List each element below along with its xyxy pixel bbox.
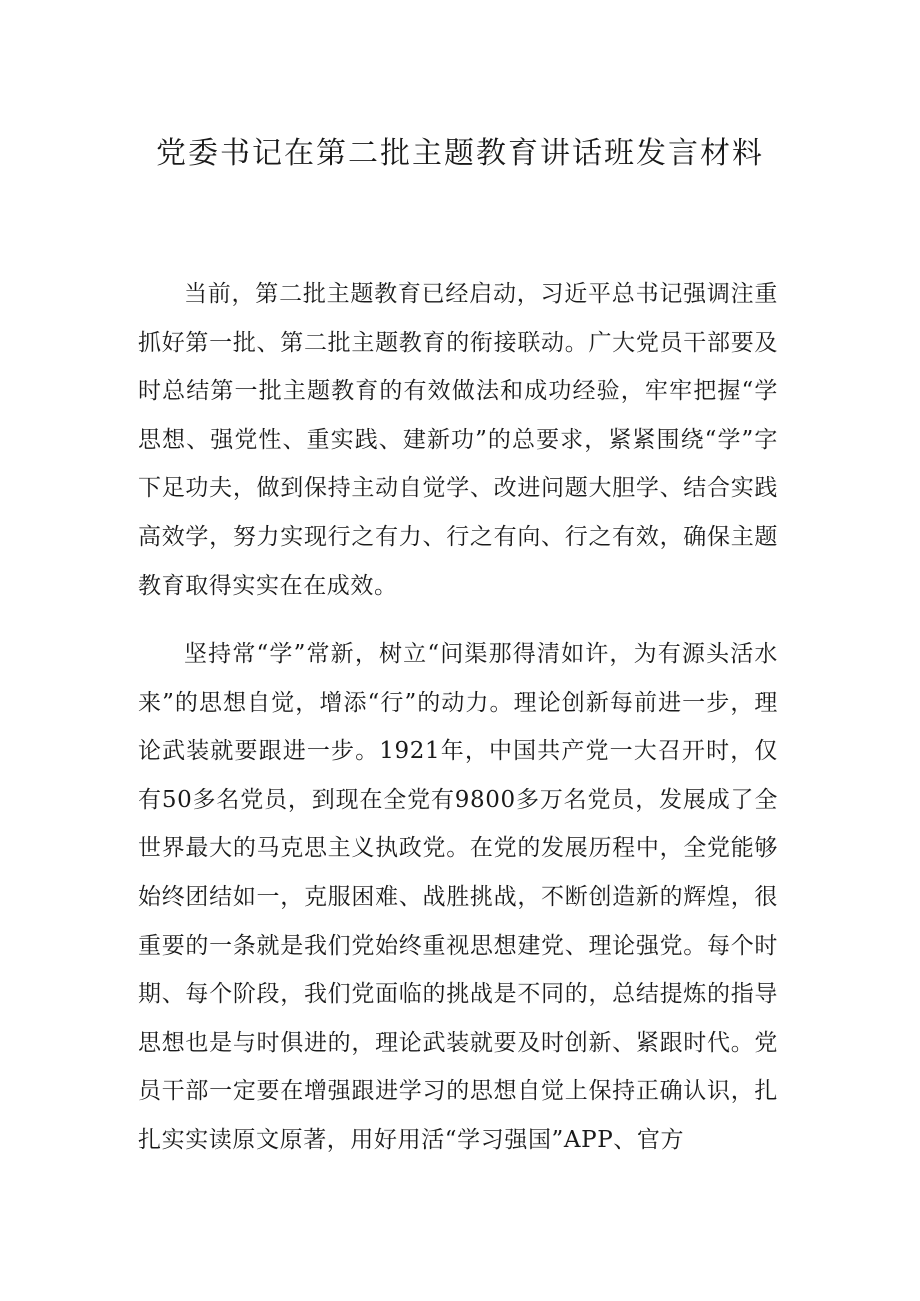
paragraph-1: 当前，第二批主题教育已经启动，习近平总书记强调注重抓好第一批、第二批主题教育的衔接联动。广大党员干部要及时总结第一批主题教育的有效做法和成功经验，牢牢把握“学思想、强党性、重实践、建新功”的总要求，紧紧围绕“学”字下足功夫，做到保持主动自觉学、改进问题大胆学、结合实践高效学，努力实现行之有力、行之有向、行之有效，确保主题教育取得实实在在成效。 xyxy=(138,281,778,599)
document-title: 党委书记在第二批主题教育讲话班发言材料 xyxy=(156,136,764,171)
paragraph-2: 坚持常“学”常新，树立“问渠那得清如许，为有源头活水来”的思想自觉，增添“行”的动力。理论创新每前进一步，理论武装就要跟进一步。1921年，中国共产党一大召开时，仅有50多名党员，到现在全党有9800多万名党员，发展成了全世界最大的马克思主义执政党。在党的发展历程中，全党能够始终团结如一，克服困难、战胜挑战，不断创造新的辉煌，很重要的一条就是我们党始终重视思想建党、理论强党。每个时期、每个阶段，我们党面临的挑战是不同的，总结提炼的指导思想也是与时俱进的，理论武装就要及时创新、紧跟时代。党员干部一定要在增强跟进学习的思想自觉上保持正确认识，扎扎实实读原文原著，用好用活“学习强国”APP、官方 xyxy=(138,641,778,1153)
